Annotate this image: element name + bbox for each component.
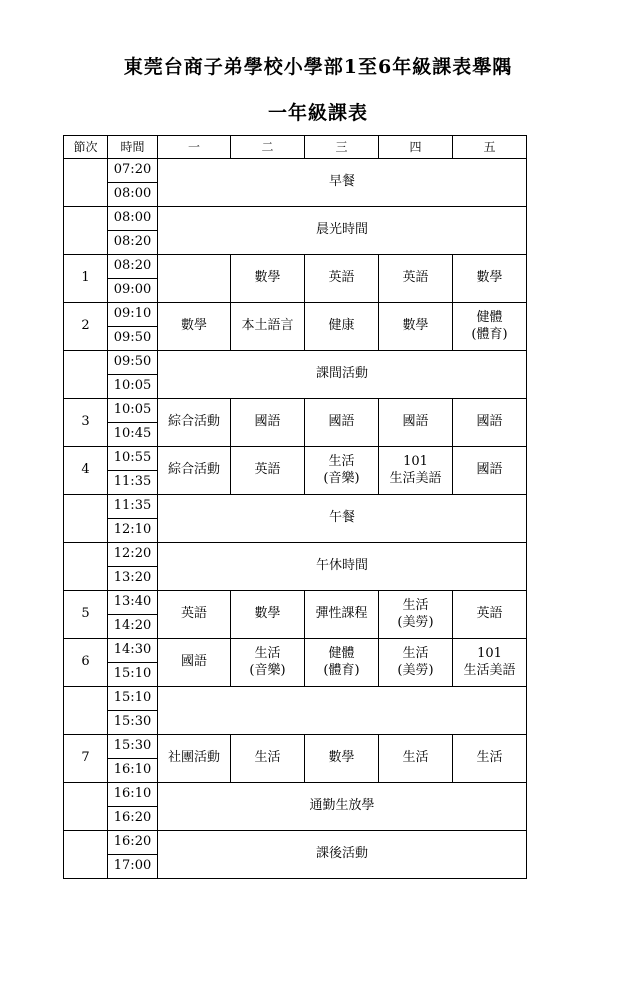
class-cell (379, 447, 453, 495)
period-cell (64, 207, 108, 255)
class-cell: 國語 (231, 399, 305, 447)
period-cell (64, 783, 108, 831)
time-end: 15:30 (108, 711, 158, 735)
table-row (64, 351, 527, 375)
class-cell: 數學 (231, 591, 305, 639)
time-end: 12:10 (108, 519, 158, 543)
span-cell: 課間活動 (158, 351, 527, 399)
class-cell: 英語 (453, 591, 527, 639)
span-cell: 課後活動 (158, 831, 527, 879)
class-cell: 英語 (379, 255, 453, 303)
class-cell: 生活 (453, 735, 527, 783)
class-line: 生活 (328, 454, 355, 470)
table-row (64, 543, 527, 567)
class-cell: 生活 (379, 735, 453, 783)
class-cell: 綜合活動 (158, 447, 231, 495)
table-row (64, 591, 527, 615)
page-title: 東莞台商子弟學校小學部1至6年級課表舉隅 (123, 56, 513, 78)
class-cell (158, 255, 231, 303)
class-line: 生活美語 (389, 470, 442, 486)
table-row (64, 303, 527, 327)
class-line: 健體 (328, 646, 355, 662)
period-cell (64, 159, 108, 207)
time-start: 08:00 (108, 207, 158, 231)
span-cell: 早餐 (158, 159, 527, 207)
class-line: 健體 (476, 310, 503, 326)
time-start: 10:55 (108, 447, 158, 471)
table-row (64, 687, 527, 711)
class-line: (音樂) (323, 470, 360, 486)
table-row (64, 735, 527, 759)
table-row (64, 783, 527, 807)
time-end: 14:20 (108, 615, 158, 639)
table-row (64, 447, 527, 471)
period-cell (64, 831, 108, 879)
period-cell: 5 (64, 591, 108, 639)
class-cell: 本土語言 (231, 303, 305, 351)
table-row (64, 831, 527, 855)
class-line: (體育) (471, 326, 508, 342)
span-cell: 午餐 (158, 495, 527, 543)
time-start: 14:30 (108, 639, 158, 663)
header-day-1: 一 (158, 136, 231, 159)
class-line: 生活 (254, 646, 281, 662)
time-start: 13:40 (108, 591, 158, 615)
span-cell (158, 687, 527, 735)
time-end: 09:00 (108, 279, 158, 303)
time-start: 09:10 (108, 303, 158, 327)
class-cell (453, 639, 527, 687)
class-line: (體育) (323, 662, 360, 678)
header-day-3: 三 (305, 136, 379, 159)
class-cell (305, 639, 379, 687)
class-cell: 數學 (158, 303, 231, 351)
time-end: 15:10 (108, 663, 158, 687)
period-cell: 3 (64, 399, 108, 447)
period-cell: 7 (64, 735, 108, 783)
time-end: 17:00 (108, 855, 158, 879)
class-cell: 數學 (379, 303, 453, 351)
class-cell: 數學 (231, 255, 305, 303)
time-start: 15:30 (108, 735, 158, 759)
time-end: 16:10 (108, 759, 158, 783)
table-row (64, 255, 527, 279)
period-cell: 6 (64, 639, 108, 687)
table-row (64, 495, 527, 519)
class-cell (379, 591, 453, 639)
time-end: 13:20 (108, 567, 158, 591)
class-line: 生活 (402, 646, 429, 662)
time-start: 16:10 (108, 783, 158, 807)
schedule-table (63, 135, 527, 879)
header-day-5: 五 (453, 136, 527, 159)
class-cell: 國語 (158, 639, 231, 687)
class-cell: 國語 (305, 399, 379, 447)
time-end: 10:05 (108, 375, 158, 399)
time-end: 09:50 (108, 327, 158, 351)
time-start: 11:35 (108, 495, 158, 519)
class-cell: 國語 (379, 399, 453, 447)
class-cell: 彈性課程 (305, 591, 379, 639)
table-row (64, 159, 527, 183)
class-cell: 英語 (158, 591, 231, 639)
class-line: (音樂) (249, 662, 286, 678)
class-cell (453, 303, 527, 351)
period-cell: 4 (64, 447, 108, 495)
time-end: 16:20 (108, 807, 158, 831)
header-period: 節次 (64, 136, 108, 159)
class-line: (美勞) (397, 614, 434, 630)
period-cell (64, 495, 108, 543)
class-cell: 綜合活動 (158, 399, 231, 447)
class-line: (美勞) (397, 662, 434, 678)
span-cell: 午休時間 (158, 543, 527, 591)
header-day-4: 四 (379, 136, 453, 159)
period-cell: 1 (64, 255, 108, 303)
time-start: 07:20 (108, 159, 158, 183)
time-start: 15:10 (108, 687, 158, 711)
class-line: 生活美語 (463, 662, 516, 678)
time-start: 09:50 (108, 351, 158, 375)
table-row (64, 399, 527, 423)
class-cell: 健康 (305, 303, 379, 351)
class-line: 101 (477, 646, 502, 662)
class-cell: 社團活動 (158, 735, 231, 783)
time-start: 10:05 (108, 399, 158, 423)
class-cell: 生活 (231, 735, 305, 783)
time-end: 08:00 (108, 183, 158, 207)
span-cell: 通勤生放學 (158, 783, 527, 831)
class-cell (305, 447, 379, 495)
class-cell: 數學 (453, 255, 527, 303)
period-cell: 2 (64, 303, 108, 351)
class-line: 生活 (402, 598, 429, 614)
class-cell: 數學 (305, 735, 379, 783)
span-cell: 晨光時間 (158, 207, 527, 255)
table-row (64, 639, 527, 663)
period-cell (64, 687, 108, 735)
class-cell: 英語 (231, 447, 305, 495)
time-end: 10:45 (108, 423, 158, 447)
period-cell (64, 543, 108, 591)
class-cell (379, 639, 453, 687)
class-cell: 英語 (305, 255, 379, 303)
header-time: 時間 (108, 136, 158, 159)
class-line: 101 (403, 454, 428, 470)
time-end: 11:35 (108, 471, 158, 495)
time-end: 08:20 (108, 231, 158, 255)
class-cell: 國語 (453, 399, 527, 447)
class-cell (231, 639, 305, 687)
period-cell (64, 351, 108, 399)
time-start: 16:20 (108, 831, 158, 855)
class-cell: 國語 (453, 447, 527, 495)
header-row (64, 136, 527, 159)
time-start: 12:20 (108, 543, 158, 567)
page-subtitle: 一年級課表 (267, 102, 368, 124)
header-day-2: 二 (231, 136, 305, 159)
table-row (64, 207, 527, 231)
time-start: 08:20 (108, 255, 158, 279)
